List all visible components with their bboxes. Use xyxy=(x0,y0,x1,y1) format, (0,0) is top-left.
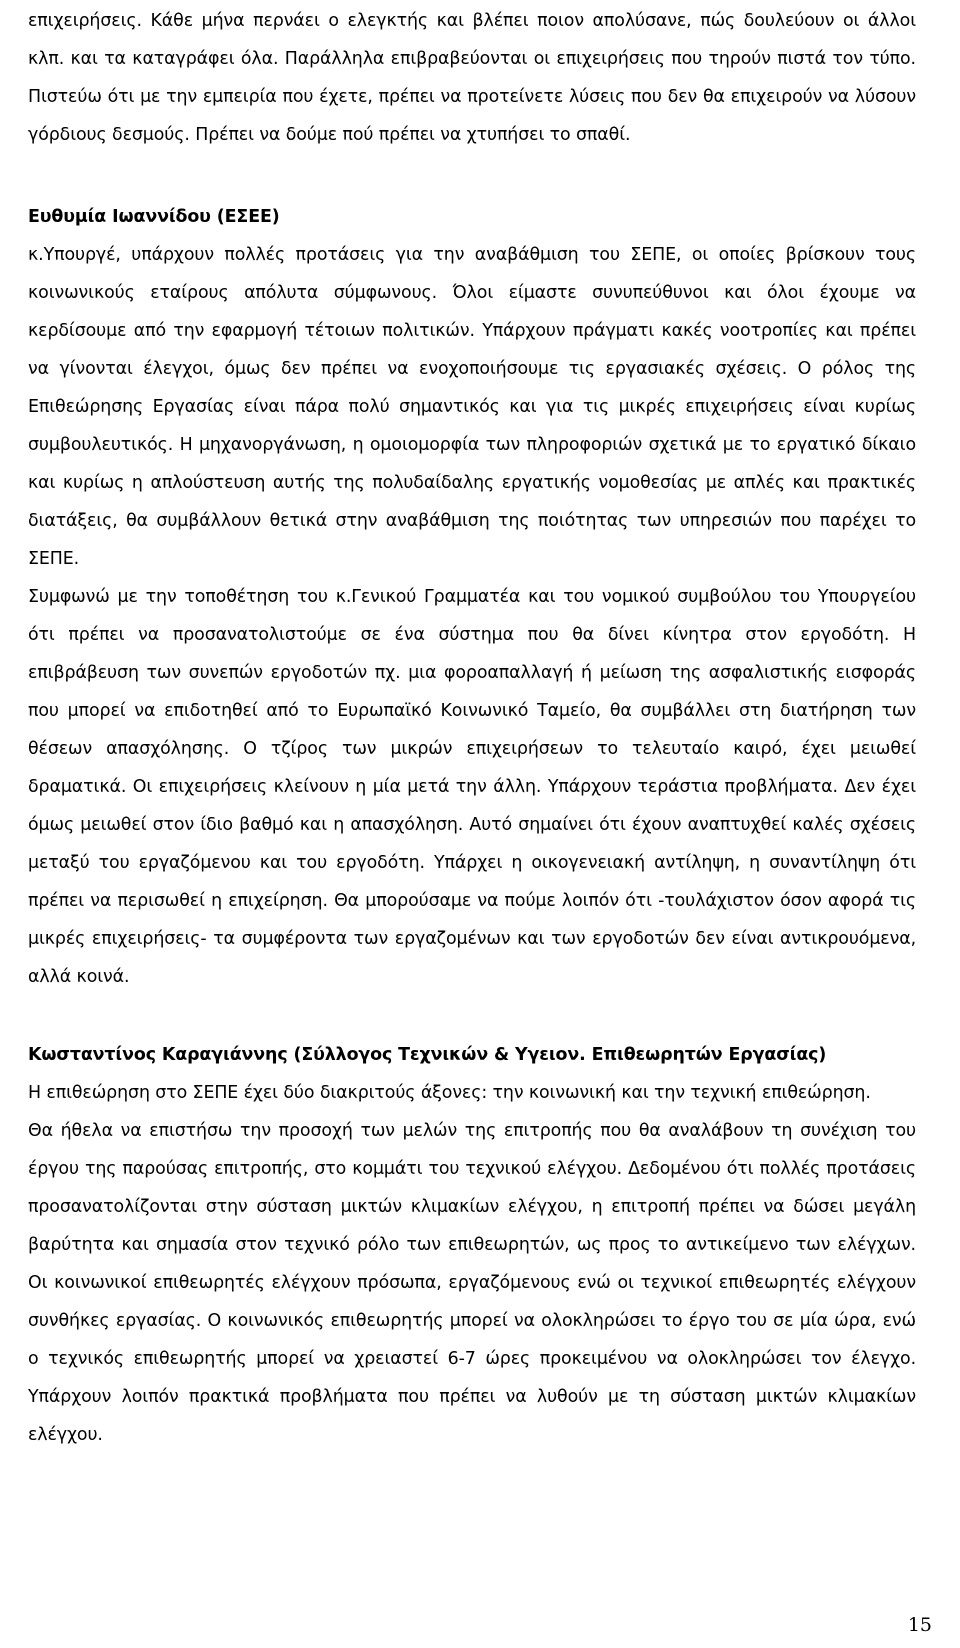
document-page xyxy=(28,0,916,1454)
paragraph-ioannidou-2: Συμφωνώ με την τοποθέτηση του κ.Γενικού Γραμματέα και του νομικού συμβούλου του Υπουργείου ότι πρέπει να προσανατολιστούμε σε ένα σύστημα που θα δίνει κίνητρα στον εργοδότη. Η επιβράβευση των συνεπών εργοδοτών πχ. μια φοροαπαλλαγή ή μείωση της ασφαλιστικής εισφοράς που μπορεί να επιδοτηθεί από το Ευρωπαϊκό Κοινωνικό Ταμείο, θα συμβάλλει στη διατήρηση των θέσεων απασχόλησης. Ο τζίρος των μικρών επιχειρήσεων το τελευταίο καιρό, έχει μειωθεί δραματικά. Οι επιχειρήσεις κλείνουν η μία μετά την άλλη. Υπάρχουν τεράστια προβλήματα. Δεν έχει όμως μειωθεί στον ίδιο βαθμό και η απασχόληση. Αυτό σημαίνει ότι έχουν αναπτυχθεί καλές σχέσεις μεταξύ του εργαζόμενου και του εργοδότη. Υπάρχει η οικογενειακή αντίληψη, η συναντίληψη ότι πρέπει να περισωθεί η επιχείρηση. Θα μπορούσαμε να πούμε λοιπόν ότι -τουλάχιστον όσον αφορά τις μικρές επιχειρήσεις- τα συμφέροντα των εργαζομένων και των εργοδοτών δεν είναι αντικρουόμενα, αλλά κοινά. xyxy=(28,587,916,987)
section-spacer xyxy=(28,996,916,1036)
page-number: 15 xyxy=(907,1614,932,1636)
paragraph-karagiannis-2: Θα ήθελα να επιστήσω την προσοχή των μελών της επιτροπής που θα αναλάβουν τη συνέχιση του έργου της παρούσας επιτροπής, στο κομμάτι του τεχνικού ελέγχου. Δεδομένου ότι πολλές προτάσεις προσανατολίζονται στην σύσταση μικτών κλιμακίων ελέγχου, η επιτροπή πρέπει να δώσει μεγάλη βαρύτητα και σημασία στον τεχνικό ρόλο των επιθεωρητών, ως προς το αντικείμενο των ελέγχων. Οι κοινωνικοί επιθεωρητές ελέγχουν πρόσωπα, εργαζόμενους ενώ οι τεχνικοί επιθεωρητές ελέγχουν συνθήκες εργασίας. Ο κοινωνικός επιθεωρητής μπορεί να ολοκληρώσει το έργο του σε μία ώρα, ενώ ο τεχνικός επιθεωρητής μπορεί να χρειαστεί 6-7 ώρες προκειμένου να ολοκληρώσει τον έλεγχο. Υπάρχουν λοιπόν πρακτικά προβλήματα που πρέπει να λυθούν με τη σύσταση μικτών κλιμακίων ελέγχου. xyxy=(28,1121,916,1445)
paragraph-ioannidou-1: κ.Υπουργέ, υπάρχουν πολλές προτάσεις για την αναβάθμιση του ΣΕΠΕ, οι οποίες βρίσκουν τους κοινωνικούς εταίρους απόλυτα σύμφωνους. Όλοι είμαστε συνυπεύθυνοι και όλοι έχουμε να κερδίσουμε από την εφαρμογή τέτοιων πολιτικών. Υπάρχουν πράγματι κακές νοοτροπίες και πρέπει να γίνονται έλεγχοι, όμως δεν πρέπει να ενοχοποιήσουμε τις εργασιακές σχέσεις. Ο ρόλος της Επιθεώρησης Εργασίας είναι πάρα πολύ σημαντικός και για τις μικρές επιχειρήσεις είναι κυρίως συμβουλευτικός. Η μηχανοργάνωση, η ομοιομορφία των πληροφοριών σχετικά με το εργατικό δίκαιο και κυρίως η απλούστευση αυτής της πολυδαίδαλης εργατικής νομοθεσίας με απλές και πρακτικές διατάξεις, θα συμβάλλουν θετικά στην αναβάθμιση της ποιότητας των υπηρεσιών που παρέχει το ΣΕΠΕ. xyxy=(28,245,916,569)
paragraph-intro: επιχειρήσεις. Κάθε μήνα περνάει ο ελεγκτής και βλέπει ποιον απολύσανε, πώς δουλεύουν οι άλλοι κλπ. και τα καταγράφει όλα. Παράλληλα επιβραβεύονται οι επιχειρήσεις που τηρούν πιστά τον τύπο. Πιστεύω ότι με την εμπειρία που έχετε, πρέπει να προτείνετε λύσεις που δεν θα επιχειρούν να λύσουν γόρδιους δεσμούς. Πρέπει να δούμε πού πρέπει να χτυπήσει το σπαθί. xyxy=(28,11,916,145)
section-spacer xyxy=(28,154,916,198)
paragraph-karagiannis-1: Η επιθεώρηση στο ΣΕΠΕ έχει δύο διακριτούς άξονες: την κοινωνική και την τεχνική επιθεώρηση. xyxy=(28,1083,871,1103)
speaker-heading-ioannidou: Ευθυμία Ιωαννίδου (ΕΣΕΕ) xyxy=(28,207,280,227)
speaker-heading-karagiannis: Κωσταντίνος Καραγιάννης (Σύλλογος Τεχνικών & Υγειον. Επιθεωρητών Εργασίας) xyxy=(28,1045,827,1065)
